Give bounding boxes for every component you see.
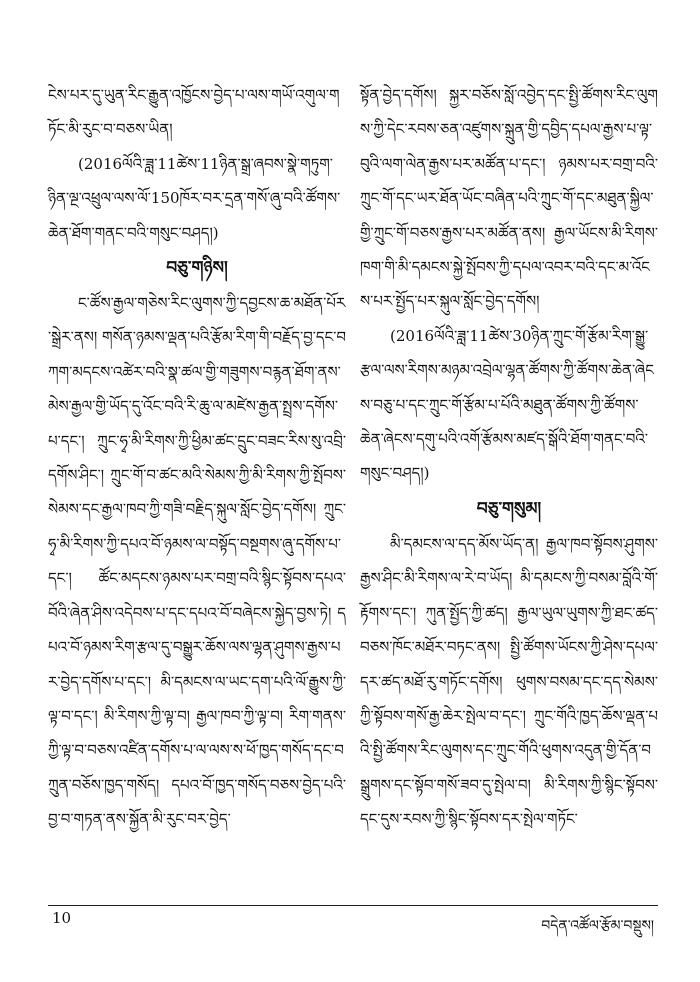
section-heading-twelve: བཅུ་གཉིས།: [166, 258, 228, 279]
source-note: (2016ལོའི་ཟླ་11ཚེས་30ཉིན་ཀྲུང་གོ་རྩོམ་རིག་སྒྱུ་རྩལ་ལས་རིགས་མཉམ་འབྲེལ་ལྷན་ཚོགས་ཀྱི་ཚོགས་ཆེན་ཞེངས་བཅུ་པ་དང་ཀྲུང་གོ་རྩོམ་པ་པོའི་མཐུན་ཚོགས་ཀྱི་ཚོགས་ཆེན་ཞེངས་དགུ་པའི་འགོ་རྩོམས་མཛད་སྒོའི་ཐོག་གནང་བའི་གསུང་བཤད།): [360, 326, 654, 483]
journal-title: བདེན་འཚོལ་རྩོམ་བསྡུས།: [541, 918, 654, 934]
paragraph-body: མི་དམངས་ལ་དད་མོས་ཡོད་ན། རྒྱལ་ཁབ་སྟོབས་ཤུགས་རྒྱས་ཤིང་མི་རིགས་ལ་རེ་བ་ཡོད། མི་དམངས་ཀྱི་བསམ་བློའི་གོ་རྟོགས་དང་། ཀུན་སྤྱོད་ཀྱི་ཚད། རྒྱལ་ཡུལ་ཡུགས་ཀྱི་ཐང་ཚད་བཅས་ཁོང་མཐོར་བཏང་ནས། སྤྱི་ཚོགས་ཡོངས་ཀྱི་ཤེས་དཔལ་དར་ཚད་མཐོ་རུ་གཏོང་དགོས། ཕུགས་བསམ་དང་དད་སེམས་ཀྱི་སྟོབས་གསོ་རྒྱ་ཆེར་སྤེལ་བ་དང་། ཀྲུང་གོའི་ཁྱད་ཆོས་ལྡན་པའི་སྤྱི་ཚོགས་རིང་ལུགས་དང་ཀྲུང་གོའི་ཕུགས་འདུན་གྱི་དོན་བསྒྲུགས་དང་སྟོབ་གསོ་ཟབ་དུ་སྤེལ་བ། མི་རིགས་ཀྱི་སྙིང་སྟོབས་དང་དུས་རབས་ཀྱི་སྙིང་སྟོབས་དར་སྤེལ་གཏོང་: [360, 534, 658, 829]
left-column: [48, 78, 346, 837]
footer-rule: [48, 905, 658, 906]
paragraph-continuation: ངེས་པར་དུ་ཡུན་རིང་རྒྱུན་འཁྱོངས་བྱེད་པ་ལས་གཡོ་འགུལ་གཏོང་མི་རུང་བ་བཅས་ཡིན།: [48, 86, 340, 139]
page-number: 10: [52, 909, 72, 927]
section-heading-thirteen: བཅུ་གསུམ།: [476, 498, 542, 519]
source-note: (2016ལོའི་ཟླ་11ཚེས་11ཉིན་སྒྲ་ཞབས་སྣེ་གཏུག་ཉིན་ལྔ་འཕྲུལ་ལས་ལོ་150ཁོར་བར་དྲན་གསོ་ཞུ་བའི་ཚོགས་ཆེན་ཐོག་གནང་བའི་གསུང་བཤད།): [48, 154, 341, 242]
paragraph-continuation: སྟོན་བྱེད་དགོས། སྐྱར་བཅོས་སློ་འབྱེད་དང་སྤྱི་ཚོགས་རིང་ལུགས་ཀྱི་དེང་རབས་ཅན་འཛུགས་སྐྲུན་གྱི་དབྱིད་དཔལ་རྒྱས་པ་ལྟ་བུའི་ལག་ལེན་རྒྱས་པར་མཚོན་པ་དང་། ཉམས་པར་བགྲ་བའི་ཀྲུང་གོ་དང་ཡར་ཐོན་ཡོང་བཞིན་པའི་ཀྲུང་གོ་དང་མཐུན་སྐྱིལ་གྱི་ཀྲུང་གོ་བཅས་རྒྱས་པར་མཚོན་ནས། རྒྱལ་ཡོངས་མི་རིགས་ཁག་གི་མི་དམངས་སྐྱེ་སྤོབས་ཀྱི་དཔལ་འབར་བའི་དང་མ་འོངས་པར་སྤྱོད་པར་སྐུལ་སློང་བྱེད་དགོས།: [360, 86, 658, 311]
right-column: [360, 78, 658, 837]
paragraph-body: ང་ཚོས་རྒྱལ་གཅེས་རིང་ལུགས་ཀྱི་དབྱངས་ཆ་མཐོན་པོར་སྒྲེར་ནས། གསོན་ཉམས་ལྡན་པའི་རྩོམ་རིག་གི་བརྗོད་བྱ་དང་བཀག་མདངས་འཚེར་བའི་སྣ་ཚལ་གྱི་གཟུགས་བརྙན་ཐོག་ནས་མེས་རྒྱལ་གྱི་ཡོད་དུ་འོང་བའི་རི་ཆུ་ལ་མཛེས་རྒྱན་སྤྲས་དགོས་པ་དང་། ཀྲུང་ཧྭ་མི་རིགས་ཀྱི་ཕྱིམ་ཚང་དྲུང་བཟང་རིས་སུ་འབྲི་དགོས་ཤིང་། ཀྲུང་གོ་བ་ཚང་མའི་སེམས་ཀྱི་མི་རིགས་ཀྱི་སྤོབས་སེམས་དང་རྒྱལ་ཁབ་ཀྱི་གཟི་བརྗིད་སྐུལ་སློང་བྱེད་དགོས། ཀྲུང་ཧྭ་མི་རིགས་ཀྱི་དཔའ་བོ་ཉམས་ལ་བསྟོད་བསྔགས་ཞུ་དགོས་པ་དང་། ཚོང་མདངས་ཉམས་པར་བགྲ་བའི་སྙིང་སྟོབས་དཔའ་བོའི་ཞེན་ཤིས་འདེབས་པ་དང་དཔའ་བོ་བཞེངས་སྐྱེད་བྱས་ཏེ། དཔའ་བོ་ཉམས་རིག་རྩལ་དུ་བསྒྱུར་ཆོས་ལས་ལྷན་ཤུགས་རྒྱས་པར་བྱེད་དགོས་པ་དང་། མི་དམངས་ལ་ཡང་དག་པའི་ལོ་རྒྱུས་ཀྱི་ལྟ་བ་དང་། མི་རིགས་ཀྱི་ལྟ་བ། རྒྱལ་ཁབ་ཀྱི་ལྟ་བ། རིག་གནས་ཀྱི་ལྟ་བ་བཅས་འཛིན་དགོས་པ་ལ་ལས་ས་ཕོ་ཁྱད་གསོད་དང་བཀྲུན་བཅོས་ཁྱད་གསོད། དཔའ་བོ་ཁྱད་གསོད་བཅས་བྱེད་པའི་བྱ་བ་གཏན་ནས་སྐྱོན་མི་རུང་བར་བྱེད་: [48, 294, 346, 829]
